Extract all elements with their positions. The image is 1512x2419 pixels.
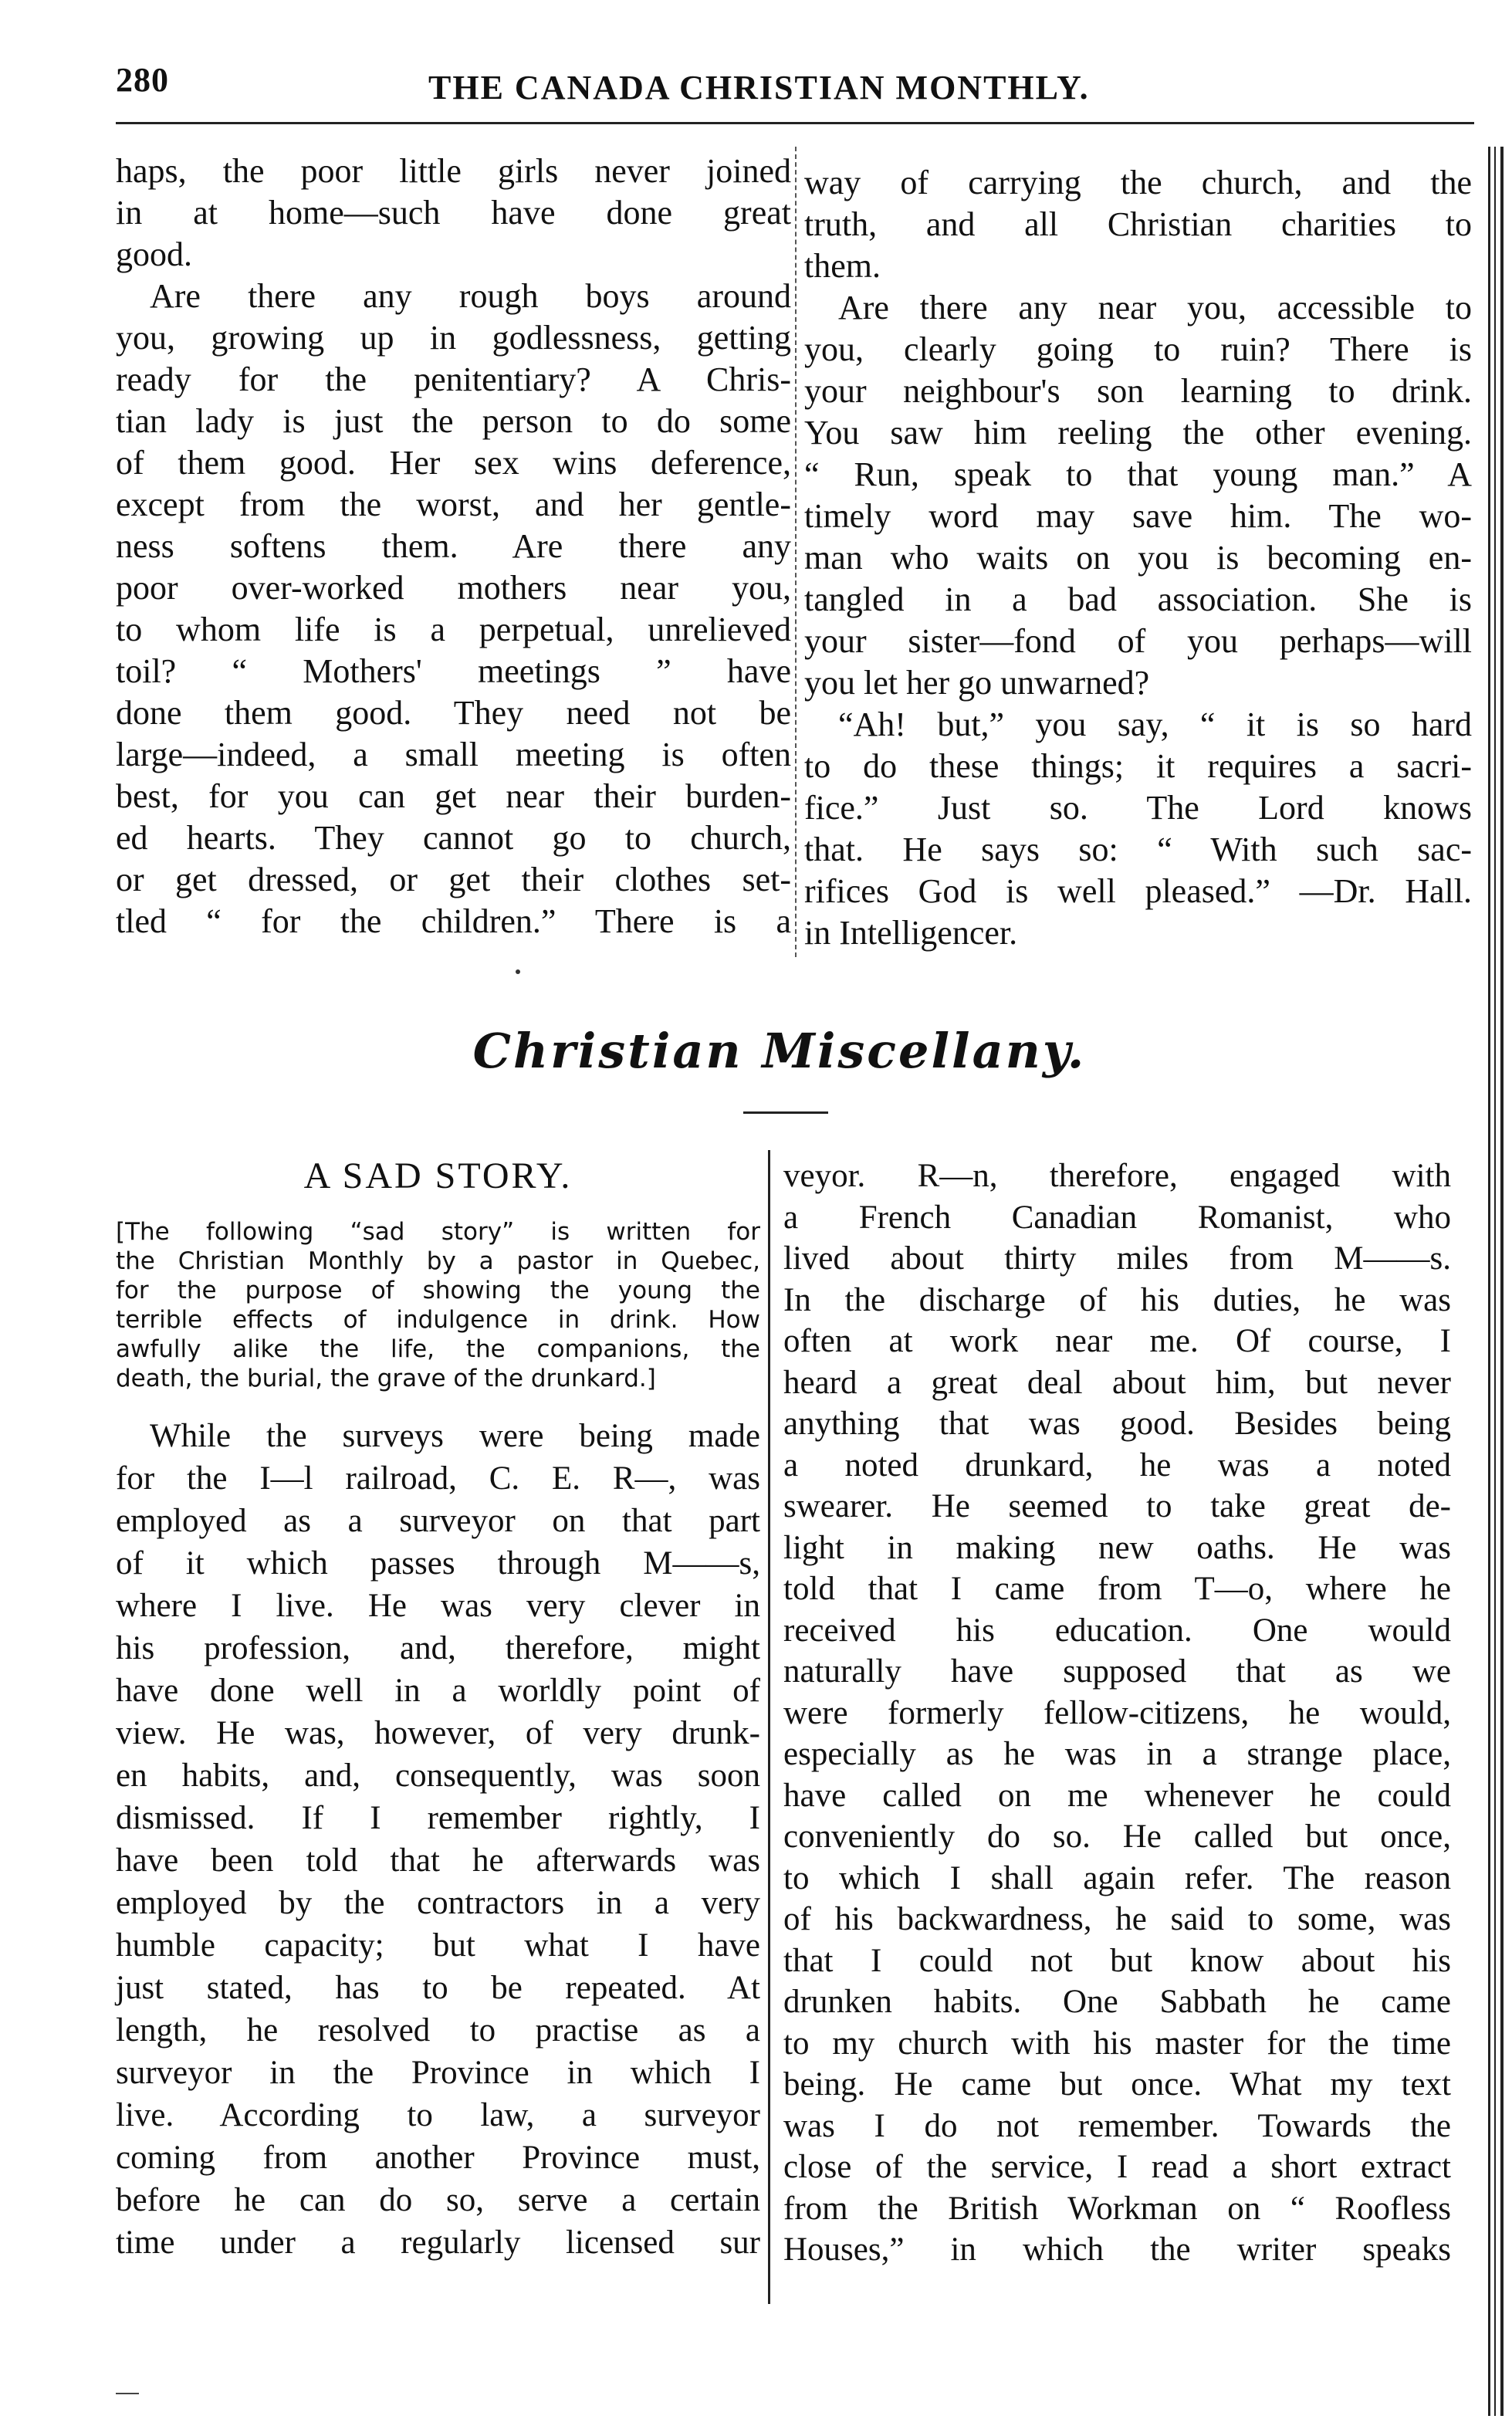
text-line: your sister—fond of you perhaps—will [804,622,1472,660]
text-line: have called on me whenever he could [783,1777,1451,1814]
text-line: just stated, has to be repeated. At [116,1970,760,2006]
text-line: have been told that he afterwards was [116,1842,760,1879]
text-line: coming from another Province must, [116,2140,760,2176]
text-line: fice.” Just so. The Lord knows [804,789,1472,827]
text-line: where I live. He was very clever in [116,1588,760,1624]
text-line: a noted drunkard, he was a noted [783,1446,1451,1484]
text-line: dismissed. If I remember rightly, I [116,1800,760,1836]
text-line: you let her go unwarned? [804,664,1150,702]
text-line: conveniently do so. He called but once, [783,1818,1451,1855]
text-line: was I do not remember. Towards the [783,2107,1451,2144]
text-line: lived about thirty miles from M——s. [783,1240,1451,1277]
text-line: told that I came from T—o, where he [783,1571,1451,1607]
text-line: ready for the penitentiary? A Chris- [116,360,791,398]
text-line: a French Canadian Romanist, who [783,1199,1451,1236]
text-line: of them good. Her sex wins deference, [116,444,791,482]
text-line: Houses,” in which the writer speaks [783,2231,1451,2268]
text-line: humble capacity; but what I have [116,1927,760,1964]
binding-edge [1488,147,1490,2416]
text-line: heard a great deal about him, but never [783,1364,1451,1401]
text-line: his profession, and, therefore, might [116,1630,760,1666]
text-line: truth, and all Christian charities to [804,205,1472,243]
text-line: good. [116,235,192,273]
text-line: received his education. One would [783,1612,1451,1649]
column-divider [795,147,797,957]
text-line: light in making new oaths. He was [783,1529,1451,1566]
text-line: from the British Workman on “ Roofless [783,2190,1451,2227]
article-left-column [116,1155,760,2264]
text-line: haps, the poor little girls never joined [116,152,791,190]
text-line: except from the worst, and her gentle- [116,485,791,523]
running-head [116,60,1474,130]
text-line: surveyor in the Province in which I [116,2055,760,2091]
text-line: Are there any rough boys around [150,277,791,315]
text-line: toil? “ Mothers' meetings ” have [116,652,791,690]
text-line: or get dressed, or get their clothes set- [116,861,791,898]
text-line: being. He came but once. What my text [783,2066,1451,2103]
article-title: A SAD STORY. [303,1155,573,1196]
text-line: to my church with his master for the time [783,2025,1451,2062]
text-line: anything that was good. Besides being [783,1406,1451,1442]
note-line: awfully alike the life, the companions, the [116,1335,760,1363]
text-line: often at work near me. Of course, I [783,1323,1451,1359]
column-divider [768,1150,770,2304]
text-line: Are there any near you, accessible to [838,289,1472,326]
text-line: of his backwardness, he said to some, was [783,1901,1451,1937]
text-line: that. He says so: “ With such sac- [804,831,1472,868]
separator-dot [516,969,520,974]
note-line: [The following “sad story” is written for [116,1218,760,1246]
text-line: man who waits on you is becoming en- [804,539,1472,577]
text-line: best, for you can get near their burden- [116,777,791,815]
text-line: your neighbour's son learning to drink. [804,372,1472,410]
text-line: employed as a surveyor on that part [116,1503,760,1539]
text-line: you, clearly going to ruin? There is [804,330,1472,368]
article-right-column [783,1155,1451,2271]
text-line: time under a regularly licensed sur [116,2224,760,2261]
note-line: the Christian Monthly by a pastor in Quebec, [116,1247,760,1275]
journal-title: THE CANADA CHRISTIAN MONTHLY. [428,69,1090,107]
text-line: “ Run, speak to that young man.” A [804,455,1472,493]
top-left-column [116,151,791,942]
text-line: in at home—such have done great [116,194,791,232]
text-line: were formerly fellow-citizens, he would, [783,1694,1451,1731]
text-line: to do these things; it requires a sacri- [804,747,1472,785]
text-line: While the surveys were being made [150,1418,760,1454]
text-line: In the discharge of his duties, he was [783,1281,1451,1318]
text-line: length, he resolved to practise as a [116,2012,760,2049]
text-line: that I could not but know about his [783,1942,1451,1979]
text-line: timely word may save him. The wo- [804,497,1472,535]
text-line: way of carrying the church, and the [804,164,1472,201]
text-line: you, growing up in godlessness, getting [116,319,791,357]
text-line: tled “ for the children.” There is a [116,902,791,940]
text-line: naturally have supposed that as we [783,1653,1451,1690]
article-body-left [116,1415,760,2264]
text-line: tian lady is just the person to do some [116,402,791,440]
text-line: “Ah! but,” you say, “ it is so hard [838,705,1472,743]
text-line: in Intelligencer. [804,914,1018,952]
text-line: large—indeed, a small meeting is often [116,736,791,773]
text-line: for the I—l railroad, C. E. R—, was [116,1460,760,1497]
text-line: rifices God is well pleased.” —Dr. Hall. [804,872,1472,910]
text-line: live. According to law, a surveyor [116,2097,760,2133]
text-line: swearer. He seemed to take great de- [783,1488,1451,1524]
text-line: poor over-worked mothers near you, [116,569,791,607]
note-line: for the purpose of showing the young the [116,1277,760,1304]
text-line: to which I shall again refer. The reason [783,1859,1451,1896]
text-line: drunken habits. One Sabbath he came [783,1984,1451,2020]
text-line: veyor. R—n, therefore, engaged with [783,1158,1451,1194]
header-rule [116,122,1474,124]
text-line: done them good. They need not be [116,694,791,732]
text-line: before he can do so, serve a certain [116,2182,760,2218]
footer-mark [116,2393,139,2394]
section-rule [743,1111,828,1114]
text-line: close of the service, I read a short extract [783,2149,1451,2185]
binding-edge [1500,147,1504,2416]
binding-edge [1494,147,1496,2416]
text-line: have done well in a worldly point of [116,1673,760,1709]
text-line: ed hearts. They cannot go to church, [116,819,791,857]
text-line: especially as he was in a strange place, [783,1736,1451,1772]
text-line: them. [804,247,881,285]
text-line: to whom life is a perpetual, unrelieved [116,611,791,648]
section-heading: Christian Miscellany. [472,1023,1087,1079]
top-right-column [804,162,1472,954]
page-number: 280 [116,61,169,99]
note-line: death, the burial, the grave of the drunkard.] [116,1365,656,1392]
text-line: You saw him reeling the other evening. [804,414,1472,452]
text-line: employed by the contractors in a very [116,1885,760,1921]
text-line: view. He was, however, of very drunk- [116,1715,760,1751]
text-line: tangled in a bad association. She is [804,580,1472,618]
note-line: terrible effects of indulgence in drink. How [116,1306,760,1334]
text-line: of it which passes through M——s, [116,1545,760,1582]
text-line: en habits, and, consequently, was soon [116,1758,760,1794]
editor-note [116,1217,760,1393]
text-line: ness softens them. Are there any [116,527,791,565]
